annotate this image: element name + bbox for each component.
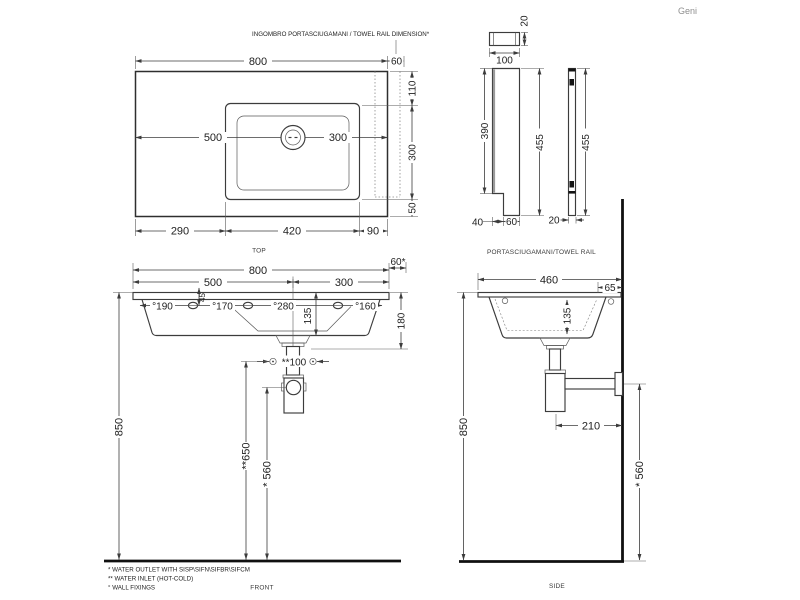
dim-side-bowl-depth: 135 [562,307,574,325]
dim-top-back-gap: 110 [407,80,419,97]
rail-dimension-note: INGOMBRO PORTASCIUGAMANI / TOWEL RAIL DIMENSION* [252,31,430,38]
dim-top-rail-ext: 60 [390,56,403,68]
siphon-front [276,336,310,414]
side-view [457,199,646,590]
side-view-label: SIDE [549,583,565,590]
bowl-hidden-side [495,299,597,331]
dim-rail-inner-height: 390 [480,122,491,140]
front-view [104,257,408,592]
dim-top-width: 800 [248,56,268,68]
dim-rail-front-height: 455 [535,134,546,151]
dim-rail-width: 100 [496,55,513,67]
basin-body-front [142,300,380,336]
wall-flange [615,373,623,396]
top-view-label: TOP [252,247,266,255]
dim-front-width: 800 [248,265,268,277]
dim-rail-side-thickness: 20 [548,215,560,227]
watermark: Geni [678,6,698,16]
note-water-inlet: ** WATER INLET (HOT-COLD) [108,575,194,583]
dim-fixing-d: °160 [355,301,376,313]
dim-side-wall-gap: 65 [604,283,616,294]
dim-fixing-c: °280 [273,301,294,313]
rim-front [133,293,389,300]
towel-rail-views [472,15,596,256]
dim-top-front-gap: 50 [407,202,419,214]
dim-front-rail-ext: 60* [390,257,406,268]
basin-outline [226,104,360,200]
dim-top-right-margin: 90 [366,225,380,238]
dim-rim-drop: 45 [198,293,207,302]
dim-top-basin-width: 420 [282,225,302,238]
rail-screw-bottom [570,181,575,188]
note-water-outlet: * WATER OUTLET WITH SISP\SIFN\SIFBR\SIFCM [108,566,250,574]
dim-outlet-height-side: * 560 [634,461,646,487]
rail-front-view [493,69,520,216]
front-view-label: FRONT [250,584,274,592]
dim-fixing-a: °190 [152,301,173,313]
dim-front-total-depth: 180 [396,312,408,330]
dim-side-rim-height: 850 [458,417,470,437]
dim-inlet-span: **100 [281,357,307,369]
drain-icon [281,126,305,150]
wall-outlet-pipe [565,379,618,390]
dim-front-drain-right: 300 [334,277,354,289]
note-wall-fixings: ° WALL FIXINGS [108,584,156,592]
rail-top-view [490,33,520,46]
dim-rail-top-thickness: 20 [519,15,531,27]
dim-top-drain-left: 500 [203,132,223,144]
dim-fixing-b: °170 [212,301,233,313]
top-view [136,31,430,255]
counter-outline [136,72,388,217]
rail-view-label: PORTASCIUGAMANI/TOWEL RAIL [487,249,596,256]
dim-top-left-margin: 290 [170,225,190,238]
rim-side [478,293,621,298]
dim-top-drain-right: 300 [328,132,348,144]
dim-inlet-height: **650 [240,442,253,470]
dim-rail-side-height: 455 [581,134,592,151]
dim-outlet-height-front: * 560 [261,461,274,487]
dim-side-depth: 460 [539,274,559,287]
dim-front-rim-height: 850 [113,417,126,437]
dim-rail-leg: 60 [505,217,518,228]
dim-front-drain-left: 500 [203,277,223,289]
fixing-hole-side-back [608,299,614,305]
fixing-hole-side-front [502,298,508,304]
dim-front-bowl-depth: 135 [303,307,314,325]
footnotes [108,567,250,592]
dim-rail-notch: 40 [471,217,484,229]
rail-screw-top [570,79,575,86]
siphon-side [540,338,623,412]
dim-top-basin-depth: 300 [407,144,419,161]
dim-trap-reach: 210 [581,420,601,433]
